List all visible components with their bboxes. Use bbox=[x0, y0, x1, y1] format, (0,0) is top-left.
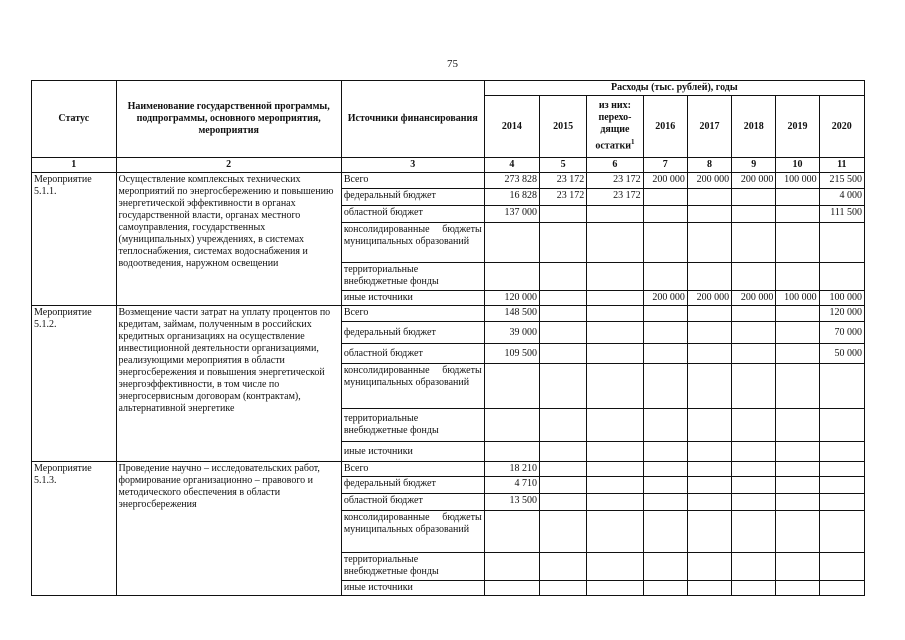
value-2015 bbox=[540, 306, 587, 322]
value-carryover bbox=[587, 494, 643, 511]
header-year-2020: 2020 bbox=[819, 96, 864, 158]
value-2018 bbox=[732, 223, 776, 263]
value-2019 bbox=[776, 511, 819, 553]
header-name: Наименование государственной программы, подпрограммы, основного мероприятия, мероприятия bbox=[116, 81, 341, 158]
value-2018 bbox=[732, 189, 776, 206]
value-2017 bbox=[687, 223, 731, 263]
value-2019 bbox=[776, 581, 819, 596]
value-2019 bbox=[776, 322, 819, 344]
measure-status: Мероприятие 5.1.2. bbox=[32, 306, 117, 462]
value-2014: 13 500 bbox=[484, 494, 539, 511]
value-2014: 109 500 bbox=[484, 344, 539, 364]
column-number: 3 bbox=[341, 158, 484, 173]
value-2016 bbox=[643, 306, 687, 322]
value-carryover bbox=[587, 553, 643, 581]
column-number: 5 bbox=[540, 158, 587, 173]
value-2020: 120 000 bbox=[819, 306, 864, 322]
header-carryover-footnote: 1 bbox=[631, 138, 635, 147]
table-row bbox=[32, 462, 865, 477]
value-2019 bbox=[776, 494, 819, 511]
budget-table bbox=[31, 80, 865, 596]
value-carryover: 23 172 bbox=[587, 189, 643, 206]
column-number: 1 bbox=[32, 158, 117, 173]
value-carryover bbox=[587, 263, 643, 291]
value-carryover bbox=[587, 409, 643, 442]
value-2014 bbox=[484, 223, 539, 263]
page-number: 75 bbox=[447, 58, 458, 70]
value-2018 bbox=[732, 581, 776, 596]
value-carryover bbox=[587, 511, 643, 553]
value-2016 bbox=[643, 442, 687, 462]
value-2019 bbox=[776, 477, 819, 494]
source-label: федеральный бюджет bbox=[341, 322, 484, 344]
value-2017 bbox=[687, 306, 731, 322]
header-year-2019: 2019 bbox=[776, 96, 819, 158]
value-2015 bbox=[540, 263, 587, 291]
value-2020 bbox=[819, 223, 864, 263]
source-label: территориальные внебюджетные фонды bbox=[341, 409, 484, 442]
value-2020: 111 500 bbox=[819, 206, 864, 223]
value-carryover bbox=[587, 462, 643, 477]
table-row bbox=[32, 306, 865, 322]
value-2018 bbox=[732, 206, 776, 223]
value-2014 bbox=[484, 409, 539, 442]
source-label: Всего bbox=[341, 462, 484, 477]
value-2015 bbox=[540, 462, 587, 477]
value-2016 bbox=[643, 206, 687, 223]
value-2014 bbox=[484, 442, 539, 462]
header-sources: Источники финансирования bbox=[341, 81, 484, 158]
value-2016 bbox=[643, 189, 687, 206]
value-2019 bbox=[776, 462, 819, 477]
value-2017: 200 000 bbox=[687, 291, 731, 306]
value-2017 bbox=[687, 364, 731, 409]
measure-status: Мероприятие 5.1.1. bbox=[32, 173, 117, 306]
value-2019: 100 000 bbox=[776, 291, 819, 306]
value-2014: 4 710 bbox=[484, 477, 539, 494]
value-2015: 23 172 bbox=[540, 173, 587, 189]
measure-name: Возмещение части затрат на уплату процентов по кредитам, займам, полученным в российских кредитных организациях на осуществление инвестиционной деятельности организациями, реализующими мероприятия в области энергосбережения и повышения энергетической энергоэффективности, в том числе по энергосервисным договорам (контрактам), альтернативной энергетике bbox=[116, 306, 341, 462]
value-2016 bbox=[643, 494, 687, 511]
header-year-2018: 2018 bbox=[732, 96, 776, 158]
value-2018 bbox=[732, 364, 776, 409]
value-2017 bbox=[687, 344, 731, 364]
value-2015 bbox=[540, 322, 587, 344]
value-2015 bbox=[540, 553, 587, 581]
value-2014: 137 000 bbox=[484, 206, 539, 223]
value-2014 bbox=[484, 581, 539, 596]
table-row bbox=[32, 173, 865, 189]
value-2018 bbox=[732, 494, 776, 511]
value-2019: 100 000 bbox=[776, 173, 819, 189]
header-carryover bbox=[587, 96, 643, 158]
value-2014 bbox=[484, 553, 539, 581]
value-2018 bbox=[732, 409, 776, 442]
value-2017 bbox=[687, 477, 731, 494]
value-2014 bbox=[484, 263, 539, 291]
value-2017 bbox=[687, 511, 731, 553]
value-carryover bbox=[587, 442, 643, 462]
header-expenses: Расходы (тыс. рублей), годы bbox=[484, 81, 864, 96]
value-2018: 200 000 bbox=[732, 291, 776, 306]
value-2016 bbox=[643, 462, 687, 477]
measure-name: Проведение научно – исследовательских работ, формирование организационно – правового и методического обеспечения в области энергосбережения bbox=[116, 462, 341, 596]
value-2016 bbox=[643, 322, 687, 344]
value-2015 bbox=[540, 442, 587, 462]
value-carryover bbox=[587, 477, 643, 494]
column-number-row bbox=[32, 158, 865, 173]
value-2016 bbox=[643, 344, 687, 364]
value-2019 bbox=[776, 409, 819, 442]
column-number: 10 bbox=[776, 158, 819, 173]
value-carryover bbox=[587, 581, 643, 596]
value-2016 bbox=[643, 477, 687, 494]
value-2014: 148 500 bbox=[484, 306, 539, 322]
value-2019 bbox=[776, 442, 819, 462]
value-2018: 200 000 bbox=[732, 173, 776, 189]
source-label: иные источники bbox=[341, 581, 484, 596]
value-carryover bbox=[587, 291, 643, 306]
value-2019 bbox=[776, 263, 819, 291]
value-2018 bbox=[732, 442, 776, 462]
value-2017 bbox=[687, 553, 731, 581]
value-2015 bbox=[540, 206, 587, 223]
source-label: федеральный бюджет bbox=[341, 477, 484, 494]
value-carryover bbox=[587, 223, 643, 263]
value-carryover bbox=[587, 344, 643, 364]
value-2019 bbox=[776, 189, 819, 206]
value-2018 bbox=[732, 462, 776, 477]
source-label: областной бюджет bbox=[341, 206, 484, 223]
measure-status: Мероприятие 5.1.3. bbox=[32, 462, 117, 596]
header-carryover-label: из них: перехо-дящие остатки bbox=[595, 100, 632, 152]
value-2019 bbox=[776, 206, 819, 223]
source-label: консолидированные бюджеты муниципальных образований bbox=[341, 364, 484, 409]
column-number: 7 bbox=[643, 158, 687, 173]
value-2018 bbox=[732, 263, 776, 291]
value-2014: 120 000 bbox=[484, 291, 539, 306]
value-2014: 18 210 bbox=[484, 462, 539, 477]
value-2015 bbox=[540, 291, 587, 306]
value-2018 bbox=[732, 322, 776, 344]
value-2014 bbox=[484, 364, 539, 409]
value-2020: 70 000 bbox=[819, 322, 864, 344]
value-carryover bbox=[587, 306, 643, 322]
value-2018 bbox=[732, 477, 776, 494]
value-2019 bbox=[776, 553, 819, 581]
value-2018 bbox=[732, 344, 776, 364]
source-label: территориальные внебюджетные фонды bbox=[341, 263, 484, 291]
source-label: иные источники bbox=[341, 442, 484, 462]
value-2018 bbox=[732, 306, 776, 322]
column-number: 8 bbox=[687, 158, 731, 173]
value-2017 bbox=[687, 206, 731, 223]
source-label: иные источники bbox=[341, 291, 484, 306]
value-2015: 23 172 bbox=[540, 189, 587, 206]
header-status: Статус bbox=[32, 81, 117, 158]
value-2016: 200 000 bbox=[643, 173, 687, 189]
header-year-2015: 2015 bbox=[540, 96, 587, 158]
value-2017 bbox=[687, 442, 731, 462]
value-2020: 215 500 bbox=[819, 173, 864, 189]
source-label: федеральный бюджет bbox=[341, 189, 484, 206]
value-carryover: 23 172 bbox=[587, 173, 643, 189]
value-2020 bbox=[819, 364, 864, 409]
value-2020 bbox=[819, 477, 864, 494]
value-2015 bbox=[540, 223, 587, 263]
header-year-2014: 2014 bbox=[484, 96, 539, 158]
column-number: 4 bbox=[484, 158, 539, 173]
source-label: Всего bbox=[341, 173, 484, 189]
header-year-2016: 2016 bbox=[643, 96, 687, 158]
column-number: 2 bbox=[116, 158, 341, 173]
value-2017 bbox=[687, 409, 731, 442]
value-2020 bbox=[819, 263, 864, 291]
value-2017 bbox=[687, 581, 731, 596]
source-label: территориальные внебюджетные фонды bbox=[341, 553, 484, 581]
value-2019 bbox=[776, 364, 819, 409]
value-2016: 200 000 bbox=[643, 291, 687, 306]
value-2020 bbox=[819, 442, 864, 462]
value-2017 bbox=[687, 322, 731, 344]
value-2020 bbox=[819, 494, 864, 511]
value-2017: 200 000 bbox=[687, 173, 731, 189]
value-2015 bbox=[540, 344, 587, 364]
column-number: 11 bbox=[819, 158, 864, 173]
value-2020: 50 000 bbox=[819, 344, 864, 364]
value-2016 bbox=[643, 581, 687, 596]
column-number: 9 bbox=[732, 158, 776, 173]
source-label: консолидированные бюджеты муниципальных образований bbox=[341, 223, 484, 263]
value-2017 bbox=[687, 263, 731, 291]
header-year-2017: 2017 bbox=[687, 96, 731, 158]
value-2020 bbox=[819, 409, 864, 442]
value-2014: 39 000 bbox=[484, 322, 539, 344]
value-2016 bbox=[643, 553, 687, 581]
value-2020: 100 000 bbox=[819, 291, 864, 306]
value-2016 bbox=[643, 364, 687, 409]
value-2015 bbox=[540, 494, 587, 511]
value-2020 bbox=[819, 581, 864, 596]
value-2020: 4 000 bbox=[819, 189, 864, 206]
value-2014: 273 828 bbox=[484, 173, 539, 189]
header-row bbox=[32, 81, 865, 96]
value-2017 bbox=[687, 494, 731, 511]
value-2016 bbox=[643, 223, 687, 263]
value-2018 bbox=[732, 511, 776, 553]
value-2015 bbox=[540, 511, 587, 553]
value-2015 bbox=[540, 581, 587, 596]
value-2015 bbox=[540, 477, 587, 494]
value-2020 bbox=[819, 553, 864, 581]
value-carryover bbox=[587, 364, 643, 409]
source-label: консолидированные бюджеты муниципальных образований bbox=[341, 511, 484, 553]
value-2019 bbox=[776, 344, 819, 364]
column-number: 6 bbox=[587, 158, 643, 173]
value-2014 bbox=[484, 511, 539, 553]
value-2016 bbox=[643, 409, 687, 442]
value-2019 bbox=[776, 306, 819, 322]
value-2017 bbox=[687, 462, 731, 477]
source-label: областной бюджет bbox=[341, 344, 484, 364]
value-2020 bbox=[819, 511, 864, 553]
value-2018 bbox=[732, 553, 776, 581]
value-2016 bbox=[643, 263, 687, 291]
source-label: областной бюджет bbox=[341, 494, 484, 511]
value-2014: 16 828 bbox=[484, 189, 539, 206]
source-label: Всего bbox=[341, 306, 484, 322]
value-2020 bbox=[819, 462, 864, 477]
value-2019 bbox=[776, 223, 819, 263]
value-carryover bbox=[587, 206, 643, 223]
value-carryover bbox=[587, 322, 643, 344]
value-2016 bbox=[643, 511, 687, 553]
measure-name: Осуществление комплексных технических мероприятий по энергосбережению и повышению энергетической эффективности в органах государственной власти, органах местного самоуправления, государственных (муниципальных) учреждениях, в системах теплоснабжения, системах водоснабжения и водоотведения, наружном освещении bbox=[116, 173, 341, 306]
value-2017 bbox=[687, 189, 731, 206]
value-2015 bbox=[540, 364, 587, 409]
value-2015 bbox=[540, 409, 587, 442]
